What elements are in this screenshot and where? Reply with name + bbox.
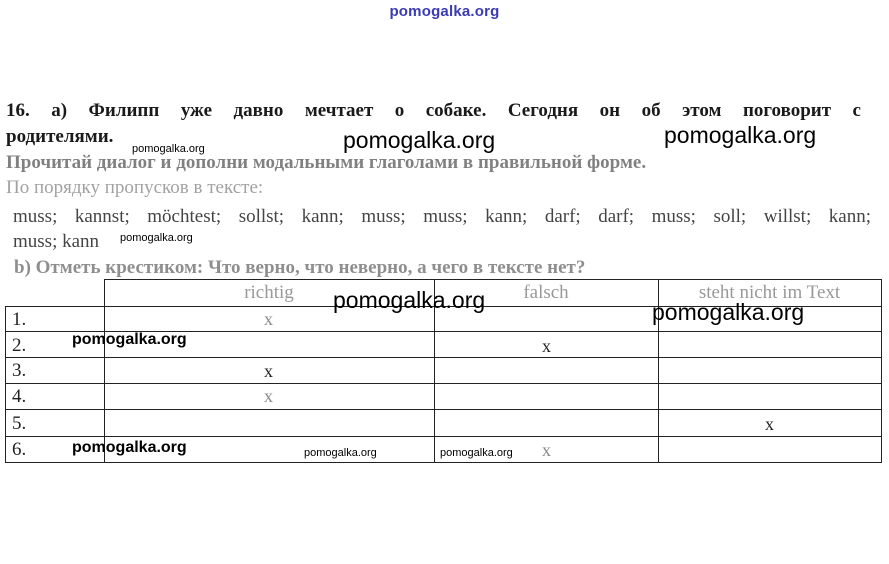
- verb-item: darf;: [598, 206, 635, 227]
- task-heading-word: Филипп: [88, 100, 160, 121]
- watermark-big: pomogalka.org: [333, 287, 486, 313]
- task-heading-cont: родителями.: [6, 126, 114, 147]
- verb-item: sollst;: [238, 206, 285, 227]
- verb-item: muss;: [361, 206, 406, 227]
- task-heading-word: поговорит: [742, 100, 832, 121]
- row-number: 2.: [12, 335, 27, 356]
- watermark-small: pomogalka.org: [440, 447, 513, 459]
- verb-item: darf;: [544, 206, 581, 227]
- verb-item: muss;: [651, 206, 696, 227]
- verb-item: muss;: [423, 206, 468, 227]
- watermark-small: pomogalka.org: [120, 232, 193, 244]
- task-heading-word: давно: [233, 100, 284, 121]
- row-number: 3.: [12, 360, 27, 381]
- verb-item: willst;: [763, 206, 812, 227]
- header-richtig: richtig: [244, 282, 294, 303]
- task-heading-word: о: [394, 100, 405, 121]
- verb-item: kann;: [301, 206, 344, 227]
- watermark-top: pomogalka.org: [389, 3, 500, 20]
- task-heading-word: этом: [682, 100, 722, 121]
- row-number: 1.: [12, 309, 27, 330]
- task-heading-word: с: [852, 100, 861, 121]
- task-heading-word: a): [51, 100, 68, 121]
- task-instruction: Прочитай диалог и дополни модальными глаголами в правильной форме.: [6, 152, 647, 173]
- mark-x: x: [264, 386, 273, 406]
- row-number: 6.: [12, 439, 27, 460]
- row-number: 4.: [12, 386, 27, 407]
- header-steht-nicht: steht nicht im Text: [698, 282, 841, 303]
- task-heading-word: об: [641, 100, 661, 121]
- mark-x: x: [765, 414, 774, 434]
- verb-item: kann;: [828, 206, 871, 227]
- mark-x: x: [542, 440, 551, 460]
- part-b-heading: b) Отметь крестиком: Что верно, что неверно, а чего в тексте нет?: [14, 257, 586, 278]
- task-heading-word: он: [599, 100, 621, 121]
- task-heading-word: Сегодня: [507, 100, 579, 121]
- verb-item: soll;: [713, 206, 747, 227]
- task-heading-word: 16.: [6, 100, 30, 121]
- watermark-mid: pomogalka.org: [72, 439, 187, 456]
- verb-item: möchtest;: [147, 206, 222, 227]
- row-number: 5.: [12, 413, 27, 434]
- verbs-list-cont: muss; kann: [13, 231, 100, 252]
- task-heading-word: собаке.: [425, 100, 487, 121]
- watermark-small: pomogalka.org: [304, 447, 377, 459]
- mark-x: x: [264, 309, 273, 329]
- verb-item: kannst;: [74, 206, 130, 227]
- verbs-list: [13, 206, 871, 228]
- mark-x: x: [264, 361, 273, 381]
- watermark-big: pomogalka.org: [343, 127, 496, 153]
- task-heading-word: мечтает: [304, 100, 374, 121]
- watermark-big: pomogalka.org: [664, 122, 817, 148]
- verb-item: muss;: [13, 206, 58, 227]
- watermark-big: pomogalka.org: [652, 299, 805, 325]
- order-note: По порядку пропусков в тексте:: [6, 177, 264, 198]
- header-falsch: falsch: [523, 282, 569, 303]
- watermark-small: pomogalka.org: [132, 143, 205, 155]
- task-heading-word: уже: [180, 100, 213, 121]
- task-heading: [6, 100, 861, 122]
- mark-x: x: [542, 336, 551, 356]
- watermark-mid: pomogalka.org: [72, 331, 187, 348]
- verb-item: kann;: [485, 206, 528, 227]
